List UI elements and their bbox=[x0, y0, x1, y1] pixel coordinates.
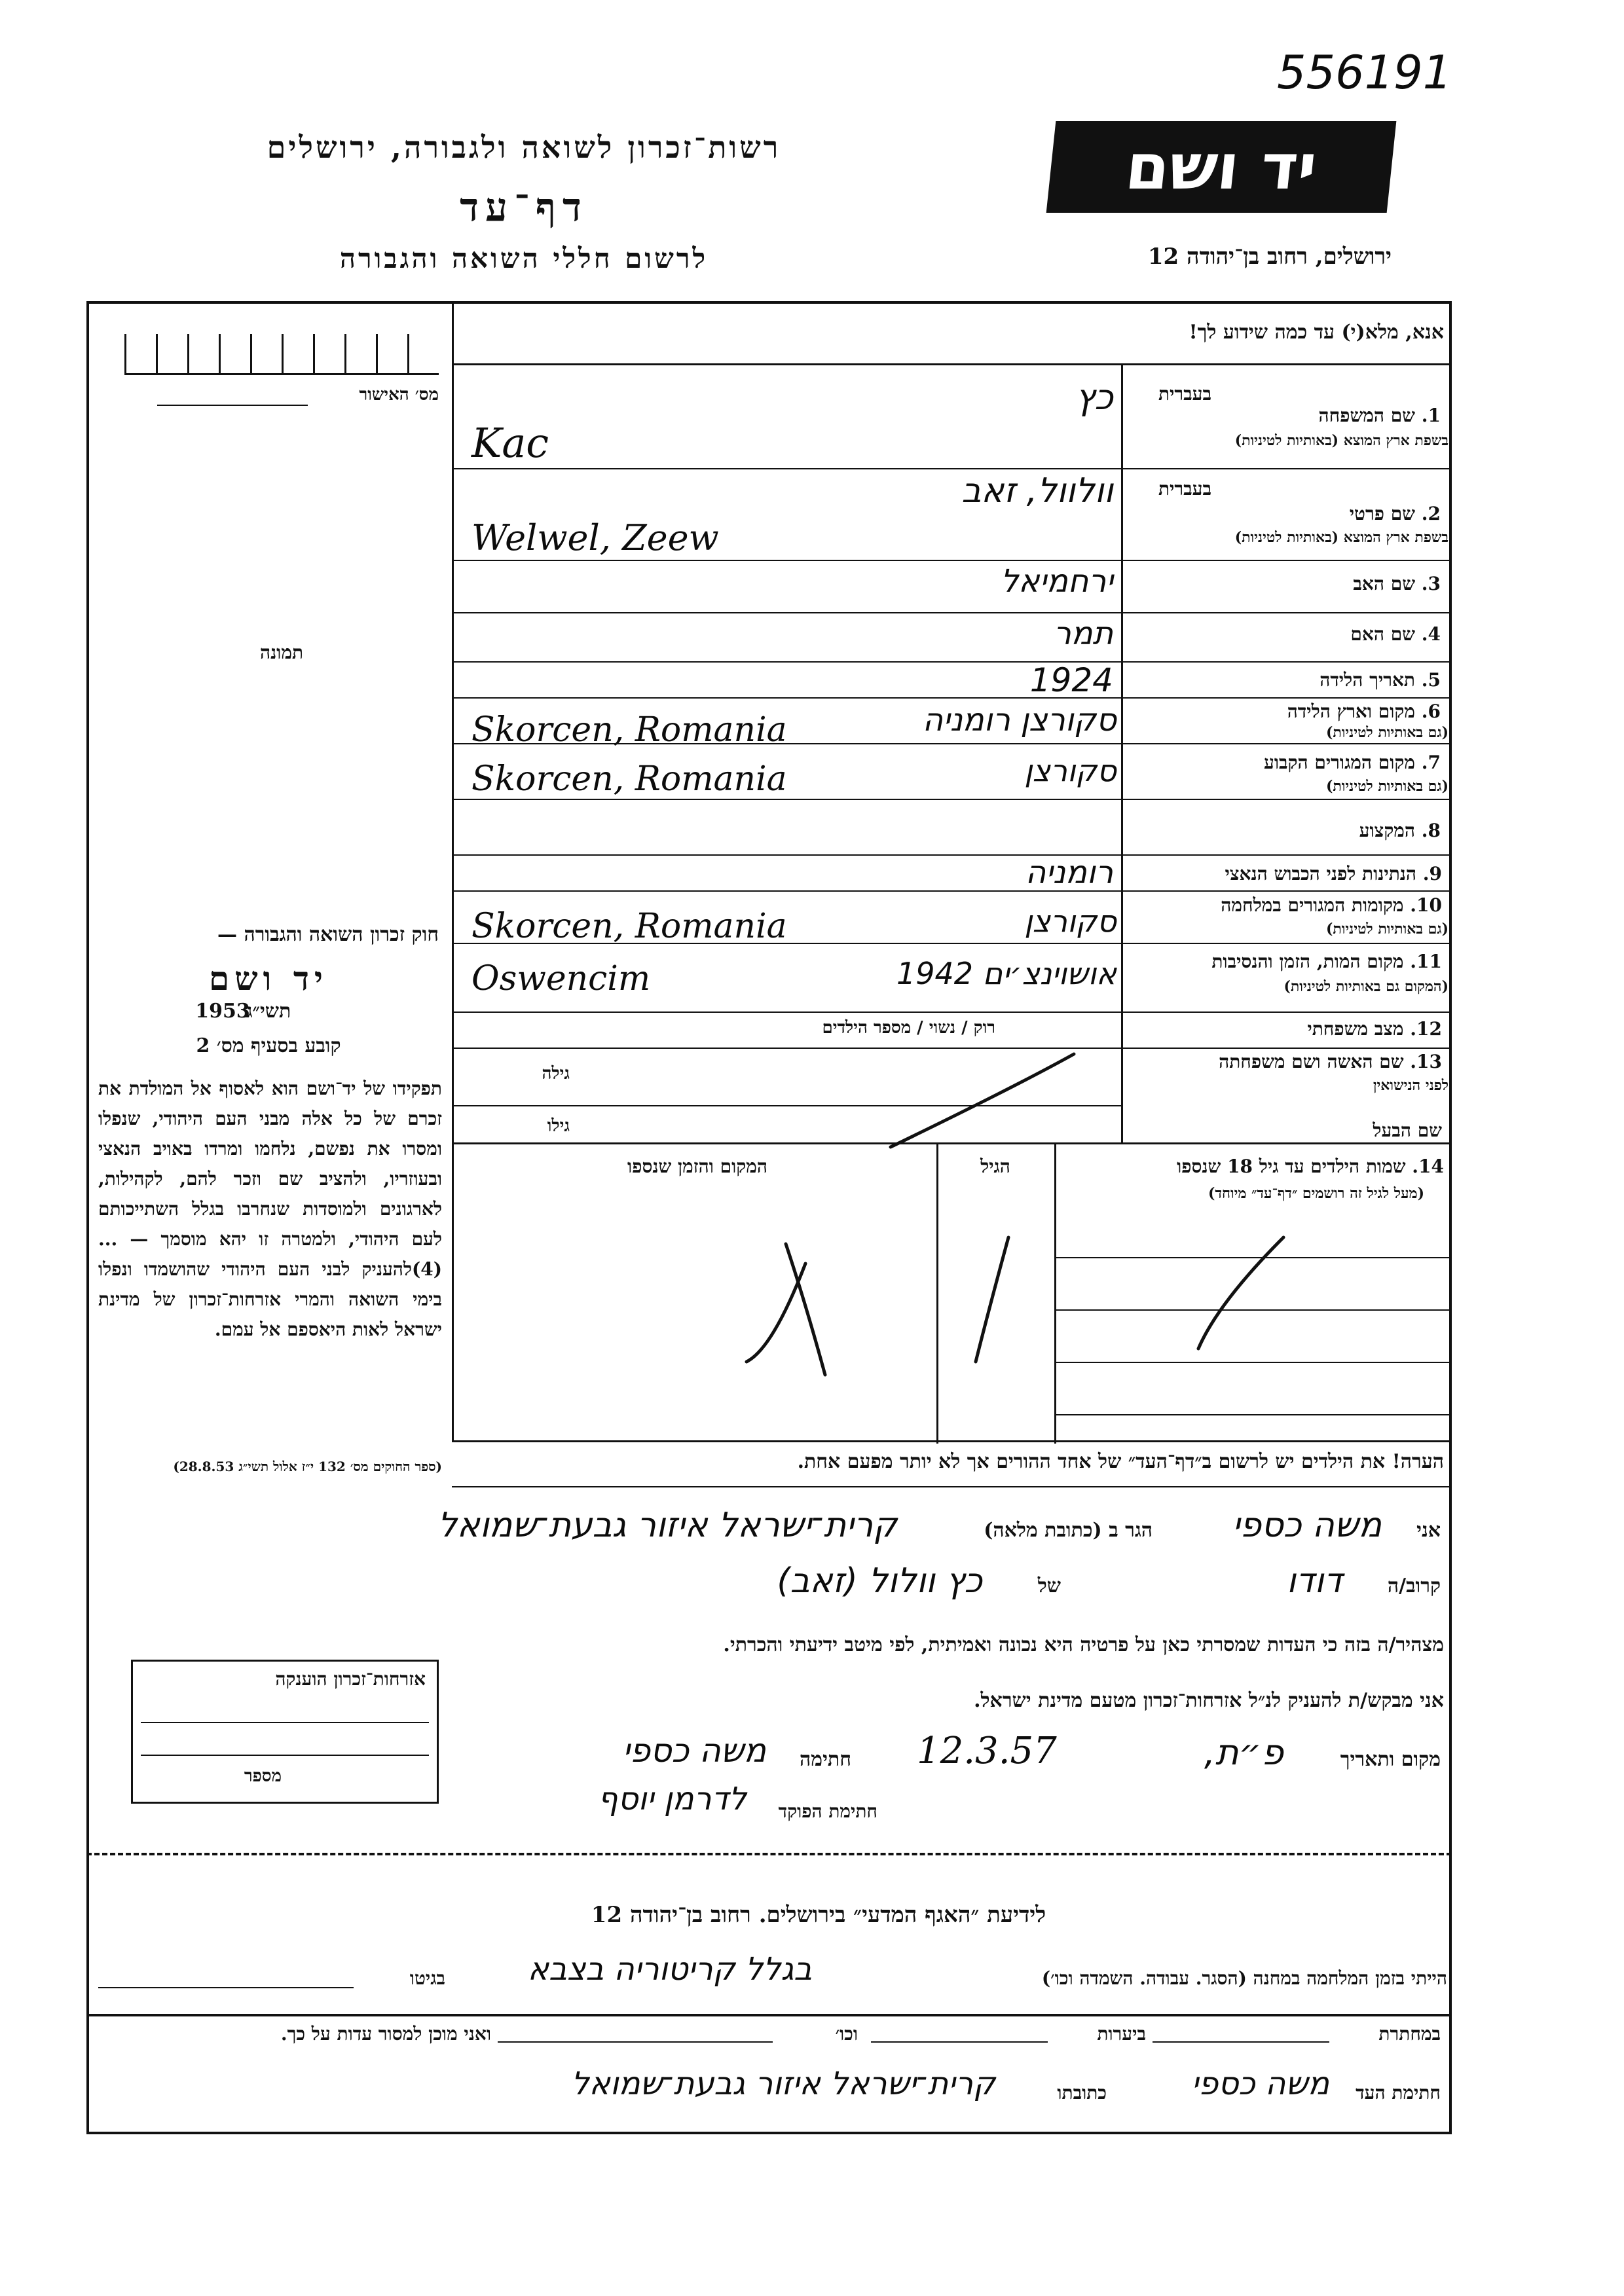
in-ghetto-label: בגיטו bbox=[409, 1967, 445, 1989]
header-subtitle: לרשום חללי השואה והגבורה bbox=[339, 242, 709, 274]
declarant-address[interactable]: קרית־ישראל איזור גבעת־שמואל bbox=[437, 1506, 897, 1545]
page-title: דף־עד bbox=[460, 185, 588, 230]
ready-label: ואני מוכן למסור עדות על כך. bbox=[280, 2023, 491, 2045]
field-7-sub: (גם באותיות לטיניות) bbox=[1325, 778, 1449, 795]
of-label: של bbox=[1037, 1575, 1061, 1597]
field-7-hebrew-value[interactable]: סקורצן bbox=[1024, 753, 1116, 788]
section-separator bbox=[86, 1853, 1452, 1855]
law-text: תפקידו של יד־ושם הוא לאסוף אל המולדת את זכרם של כל אלה מבני העם היהודי, שנפלו ומסרו את נפשם, נלחמו ומרדו באויב הנאצי ובעוזריו, ולהציב שם וזכר להם, לקהילות, לארגונים ולמוסדות שנחרבו בגלל השתייכותם לעם היהודי, ולמטרה זו יהא מוסמך — ...(4)להעניק לבני העם היהודי שהושמדו ונפלו בימי השואה והמרי אזרחות־זכרון של מדינת ישראל לאות היאספם אל עמם. bbox=[98, 1078, 442, 1340]
place-date-label: מקום ותאריך bbox=[1340, 1748, 1441, 1771]
place-value[interactable]: פ״ת, bbox=[1204, 1732, 1283, 1773]
witness-sig-label: חתימת העד bbox=[1356, 2082, 1441, 2104]
field-3-label: 3. שם האב bbox=[1353, 573, 1441, 594]
official-label: חתימת הפוקד bbox=[778, 1800, 877, 1822]
label-hebrew-1: בעברית bbox=[1158, 383, 1211, 405]
field-13-sub: לפני הנישואין bbox=[1373, 1077, 1449, 1094]
law-section: קובע בסעיף מס׳ 2 bbox=[196, 1034, 341, 1057]
field-12-options: רוק / נשוי / מספר הילדים bbox=[822, 1018, 995, 1038]
signature-label: חתימה bbox=[800, 1748, 851, 1771]
field-12-label: 12. מצב משפחתי bbox=[1307, 1018, 1442, 1040]
field-10-latin-value[interactable]: Skorcen, Romania bbox=[471, 907, 787, 946]
field-6-sub: (גם באותיות לטיניות) bbox=[1325, 724, 1449, 741]
field-10-sub: (גם באותיות לטיניות) bbox=[1325, 920, 1449, 938]
etc-label: וכו׳ bbox=[835, 2023, 858, 2045]
law-name: יד ושם bbox=[209, 959, 328, 998]
field-10-hebrew-value[interactable]: סקורצן bbox=[1024, 903, 1116, 939]
note-divider bbox=[452, 1486, 1452, 1487]
was-during-label: הייתי בזמן המלחמה במחנה (הסגר. עבודה. השמדה וכו׳) bbox=[1041, 1967, 1447, 1989]
children-note: הערה! את הילדים יש לרשום ב״דף־העד״ של אחד ההורים אך לא יותר מפעם אחת. bbox=[797, 1450, 1444, 1473]
logo-text: יד ושם bbox=[1122, 130, 1321, 204]
label-hebrew-2: בעברית bbox=[1158, 478, 1211, 500]
law-year-heb: תשי״ג bbox=[246, 1000, 291, 1023]
field-1-latin-value[interactable]: Kac bbox=[471, 419, 549, 467]
declaration-text: מצהיר/ה בזה כי העדות שמסרתי כאן על פרטיה היא נכונה ואמיתית, לפי מיטב ידיעתי והכרתי. bbox=[723, 1633, 1444, 1656]
field-6-latin-value[interactable]: Skorcen, Romania bbox=[471, 710, 787, 750]
field-11-label: 11. מקום המות, הזמן והנסיבות bbox=[1211, 951, 1442, 972]
witness-address-label: כתובתו bbox=[1057, 2082, 1107, 2104]
signature-value[interactable]: משה כספי bbox=[622, 1732, 766, 1770]
form-intro: אנא, מלא(י) עד כמה שידוע לך! bbox=[1189, 321, 1444, 344]
field-6-hebrew-value[interactable]: סקורצן רומניה bbox=[922, 702, 1116, 738]
husband-age-label: גילו bbox=[547, 1116, 570, 1136]
field-11-sub: (המקום גם באותיות לטיניות) bbox=[1283, 978, 1449, 995]
field-8-label: 8. המקצוע bbox=[1359, 820, 1441, 841]
forests-label: ביערות bbox=[1097, 2023, 1146, 2045]
field-5-value[interactable]: 1924 bbox=[1029, 661, 1113, 699]
declarant-name[interactable]: משה כספי bbox=[1232, 1506, 1382, 1545]
archive-title: לידיעת ״האגף המדעי״ בירושלים. רחוב בן־יהודה 12 bbox=[591, 1902, 1046, 1928]
camp-value[interactable]: בגלל קריטוריה בצבא bbox=[528, 1951, 812, 1988]
header-address: ירושלים, רחוב בן־יהודה 12 bbox=[1147, 244, 1392, 270]
husband-label: שם הבעל bbox=[1373, 1120, 1442, 1141]
relation-value[interactable]: דודו bbox=[1286, 1561, 1342, 1601]
children-sub: (מעל לגיל זה רושמים ״דף־עד״ מיוחד) bbox=[1208, 1185, 1424, 1202]
law-title: חוק זכרון השואה והגבורה — bbox=[217, 923, 439, 946]
relative-label: קרוב/ה bbox=[1387, 1575, 1441, 1597]
photo-label: תמונה bbox=[259, 642, 304, 663]
request-text: אני מבקש/ת להעניק לנ״ל אזרחות־זכרון מטעם מדינת ישראל. bbox=[974, 1689, 1444, 1712]
field-10-label: 10. מקומות המגורים במלחמה bbox=[1221, 894, 1442, 916]
citizenship-label: אזרחות־זכרון הוענקה bbox=[275, 1668, 426, 1690]
children-age-header: הגיל bbox=[980, 1156, 1010, 1177]
law-year: 1953 bbox=[195, 1000, 250, 1023]
archive-number: 556191 bbox=[1277, 46, 1452, 100]
citizenship-number-label: מספר bbox=[244, 1766, 282, 1786]
field-3-hebrew-value[interactable]: ירחמיאל bbox=[1001, 563, 1113, 600]
field-9-value[interactable]: רומניה bbox=[1025, 854, 1113, 891]
field-4-hebrew-value[interactable]: תמר bbox=[1053, 615, 1113, 652]
field-6-label: 6. מקום וארץ הלידה bbox=[1287, 701, 1441, 722]
field-7-label: 7. מקום המגורים הקבוע bbox=[1264, 752, 1441, 773]
field-9-label: 9. הנתינות לפני הכבוש הנאצי bbox=[1225, 863, 1442, 884]
field-4-label: 4. שם האם bbox=[1350, 623, 1441, 645]
children-label: 14. שמות הילדים עד גיל 18 שנספו bbox=[1177, 1156, 1444, 1177]
children-place-header: המקום והזמן שנספו bbox=[627, 1156, 767, 1177]
field-1-sub: בשפת ארץ המוצא (באותיות לטיניות) bbox=[1234, 432, 1449, 449]
archive-frame bbox=[86, 1859, 1452, 2134]
cert-number-label: מס׳ האישור bbox=[359, 385, 439, 405]
underground-label: במחתרת bbox=[1378, 2023, 1441, 2045]
field-13-age-label: גילה bbox=[542, 1064, 570, 1084]
field-2-sub: בשפת ארץ המוצא (באותיות לטיניות) bbox=[1234, 529, 1449, 546]
official-signature[interactable]: לדרמן יוסף bbox=[597, 1781, 747, 1817]
field-11-hebrew-value[interactable]: אושוינצ׳ים 1942 bbox=[896, 956, 1116, 991]
field-5-label: 5. תאריך הלידה bbox=[1320, 669, 1441, 691]
header-authority: רשות־זכרון לשואה ולגבורה, ירושלים bbox=[267, 130, 781, 165]
witness-signature[interactable]: משה כספי bbox=[1191, 2066, 1329, 2102]
law-reference: (ספר החוקים מס׳ 132 י״ז אלול תשי״ג 28.8.53) bbox=[173, 1459, 442, 1474]
field-1-label: 1. שם המשפחה bbox=[1318, 405, 1441, 426]
field-11-latin-value[interactable]: Oswencim bbox=[471, 959, 651, 998]
relative-name-value[interactable]: כץ וולול (זאב) bbox=[777, 1561, 982, 1601]
field-13-label: 13. שם האשה ושם משפחתה bbox=[1219, 1051, 1442, 1072]
field-2-label: 2. שם פרטי bbox=[1349, 503, 1441, 524]
declarant-i-label: אני bbox=[1416, 1519, 1441, 1542]
field-2-latin-value[interactable]: Welwel, Zeew bbox=[471, 517, 719, 558]
declarant-residing-label: הגר ב (כתובת מלאה) bbox=[984, 1519, 1153, 1542]
date-value[interactable]: 12.3.57 bbox=[917, 1730, 1057, 1772]
field-1-hebrew-value[interactable]: כץ bbox=[1075, 376, 1113, 418]
witness-address[interactable]: קרית־ישראל איזור גבעת־שמואל bbox=[571, 2066, 995, 2102]
field-2-hebrew-value[interactable]: וולוול, זאב bbox=[961, 471, 1113, 511]
field-7-latin-value[interactable]: Skorcen, Romania bbox=[471, 759, 787, 799]
